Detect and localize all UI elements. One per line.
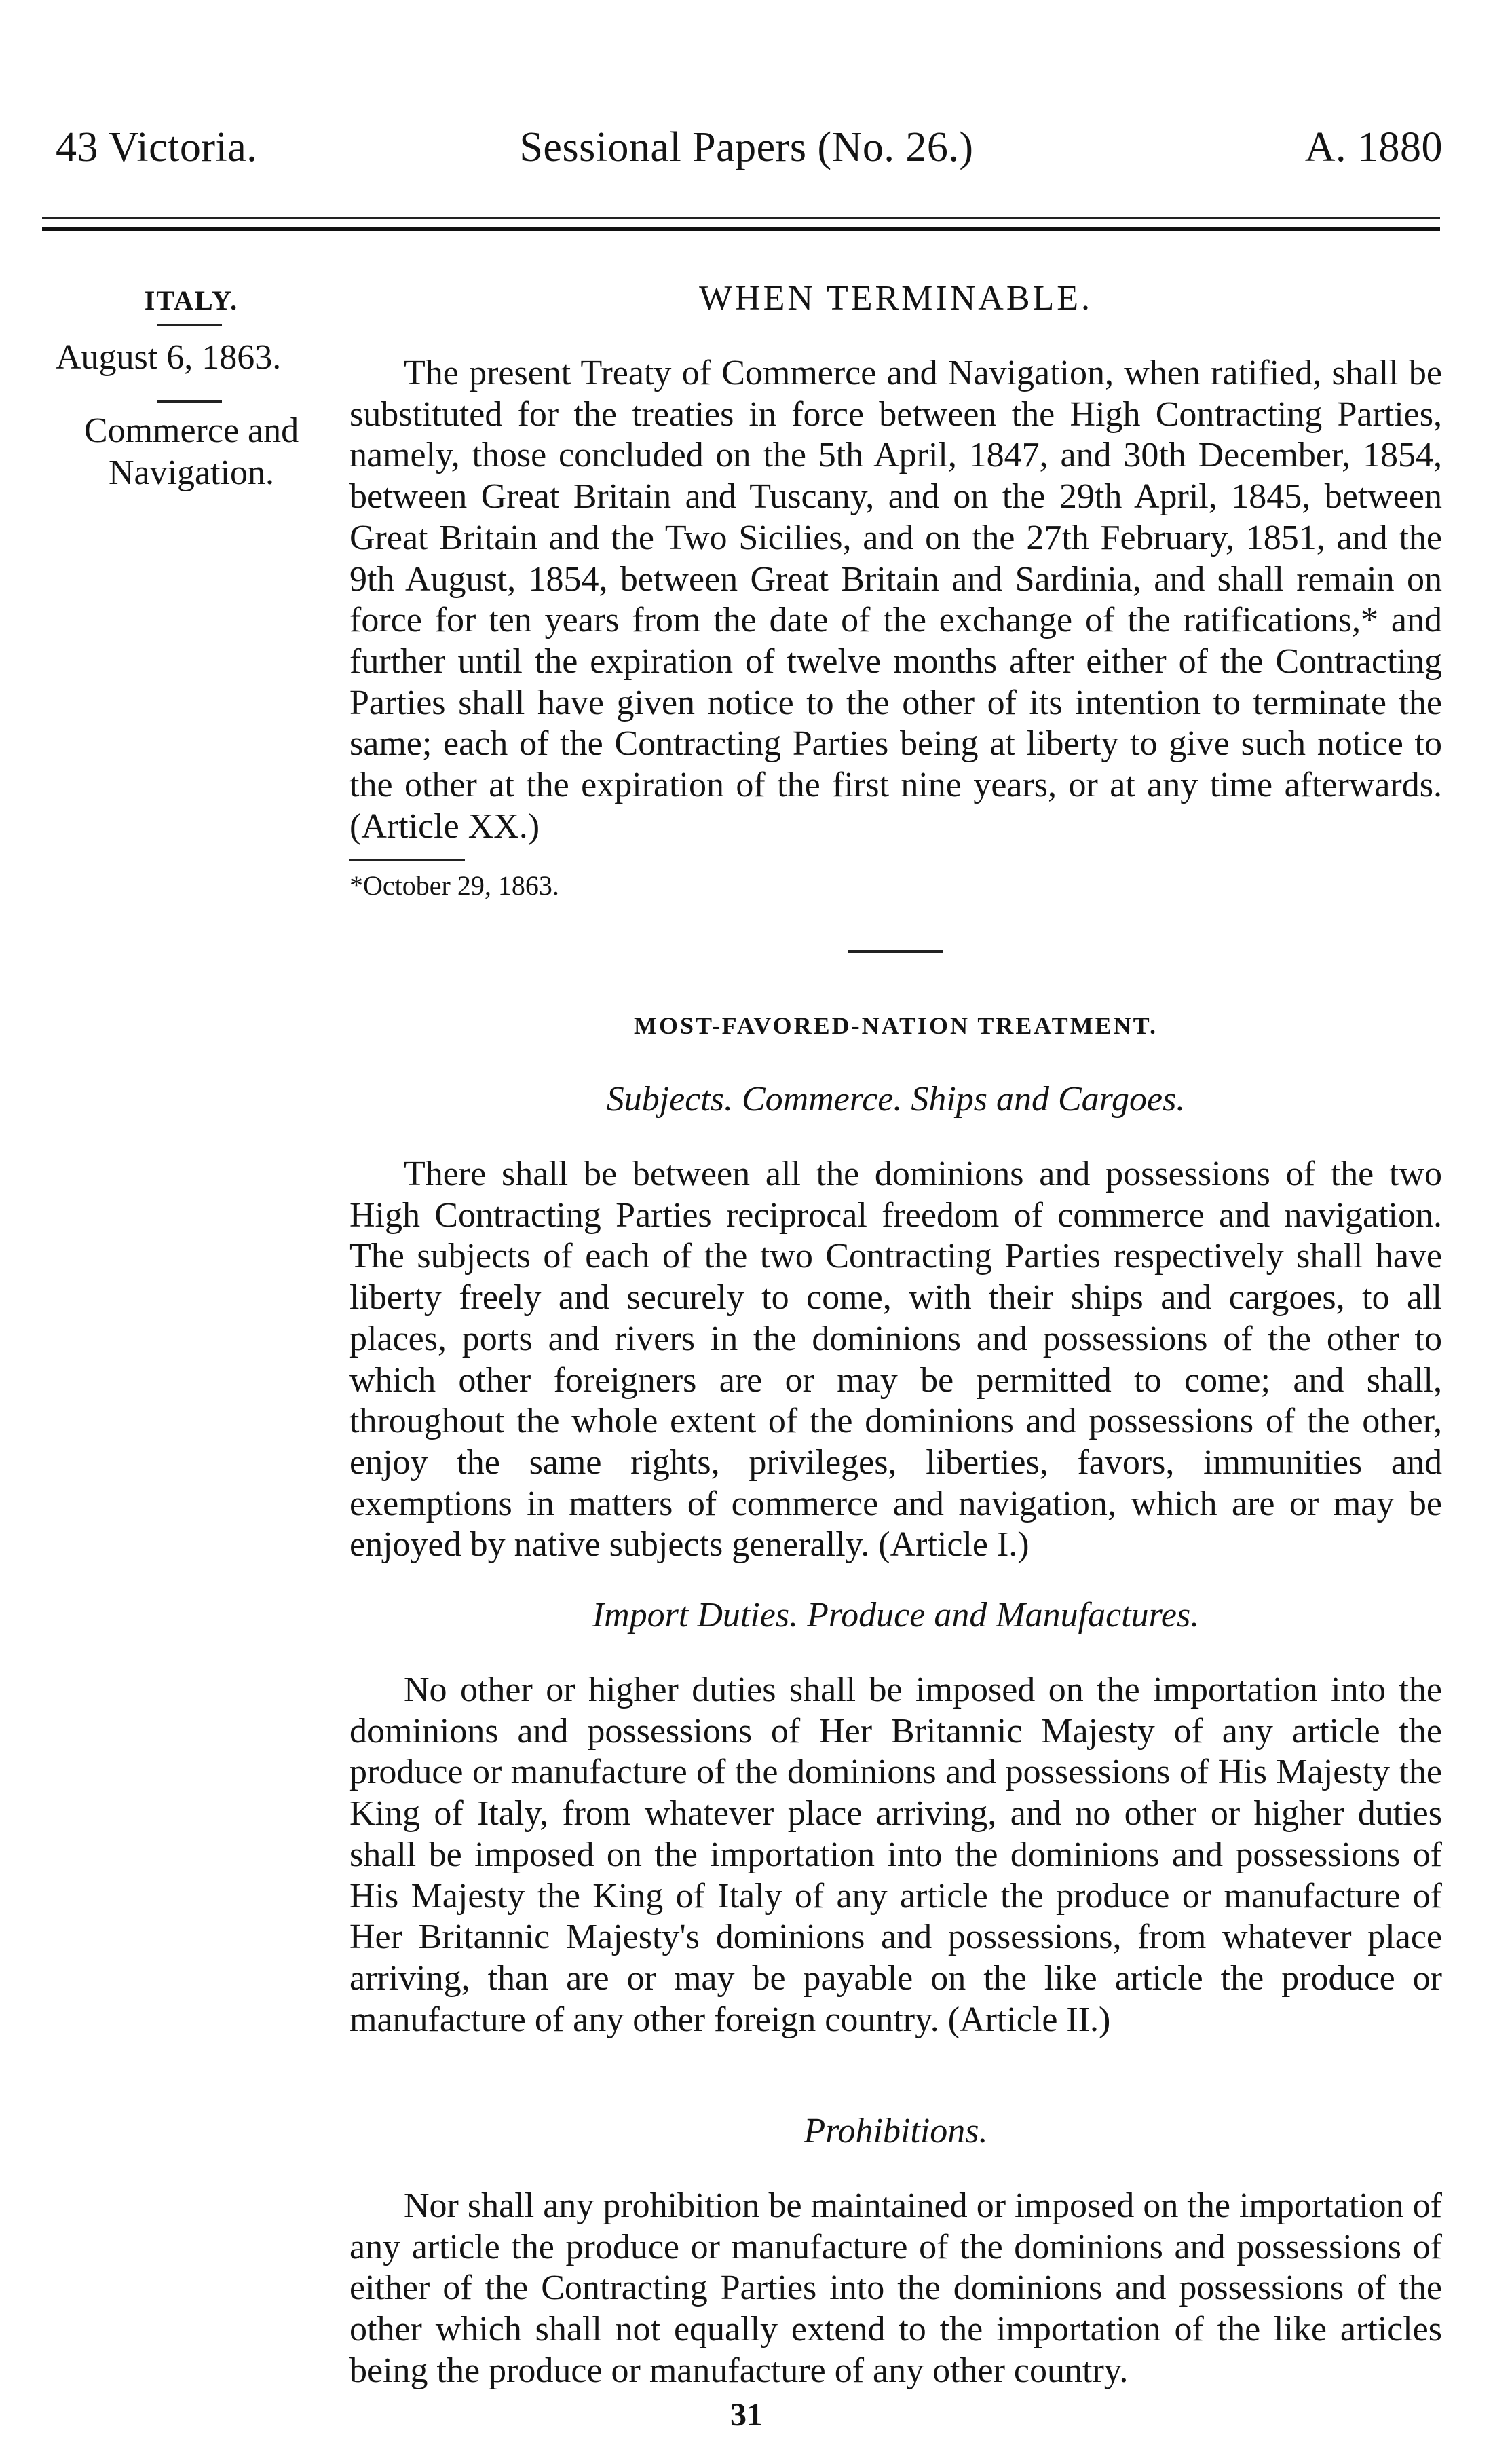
paragraph-article-2: No other or higher duties shall be imposed on the importation into the dominions and possessions of Her Britannic Majesty of any article the produce or manufacture of the dominions and possessions of His Majesty the King of Italy, from whatever place arriving, and no other or higher duties shall be imposed on the importation into the dominions and possessions of His Majesty the King of Italy of any article the produce or manufacture of Her Britannic Majesty's dominions and possessions, from whatever place arriving, than are or may be payable on the like article the produce or manufacture of any other foreign country. (Article II.) — [349, 1670, 1442, 2039]
paragraph-prohibitions: Nor shall any prohibition be maintained or imposed on the importation of any article the produce or manufacture of the dominions and possessions of either of the Contracting Parties into the dominions and possessions of the other which shall not equally extend to the importation of the like articles being the produce or manufacture of any other country. — [349, 2186, 1442, 2390]
sidenote-rule — [157, 324, 222, 326]
section-title-most-favored: MOST-FAVORED-NATION TREATMENT. — [633, 1012, 1158, 1039]
sidenote-rule — [157, 400, 222, 403]
subheading-import-duties: Import Duties. Produce and Manufactures. — [592, 1596, 1200, 1635]
section-title-when-terminable: WHEN TERMINABLE. — [698, 279, 1093, 318]
header-title: Sessional Papers (No. 26.) — [519, 124, 974, 170]
header-session: 43 Victoria. — [56, 124, 258, 170]
header-rule-thick — [42, 227, 1440, 231]
header-series: A. 1880 — [1304, 124, 1443, 170]
paragraph-article-1: There shall be between all the dominions and possessions of the two High Contracting Parties reciprocal freedom of commerce and navigation. The subjects of each of the two Contracting Parties respectively shall have liberty freely and securely to come, with their ships and cargoes, to all places, ports and rivers in the dominions and possessions of the other to which other foreigners are or may be permitted to come; and shall, throughout the whole extent of the dominions and possessions of the other, enjoy the same rights, privileges, liberties, favors, immunities and exemptions in matters of commerce and navigation, which are or may be enjoyed by native subjects generally. (Article I.) — [349, 1155, 1442, 1565]
sidenote-date: August 6, 1863. — [56, 338, 282, 377]
footnote-rule — [349, 859, 465, 861]
section-divider — [848, 950, 943, 953]
subheading-prohibitions: Prohibitions. — [804, 2112, 988, 2150]
sidenote-subject: Commerce and Navigation. — [83, 411, 299, 492]
paragraph-when-terminable: The present Treaty of Commerce and Navigation, when ratified, shall be substituted for the treaties in force between the High Contracting Parties, namely, those concluded on the 5th April, 1847, and 30th December, 1854, between Great Britain and Tuscany, and on the 29th April, 1845, between Great Britain and the Two Sicilies, and on the 27th February, 1851, and the 9th August, 1854, between Great Britain and Sardinia, and shall remain on force for ten years from the date of the exchange of the ratifications,* and further until the expiration of twelve months after either of the Contracting Parties shall have given notice to the other of its intention to terminate the same; each of the Contracting Parties being at liberty to give such notice to the other at the expiration of the first nine years, or at any time afterwards. (Article XX.) — [349, 354, 1442, 846]
header-rule-thin — [42, 217, 1440, 219]
subheading-subjects-commerce: Subjects. Commerce. Ships and Cargoes. — [606, 1080, 1186, 1119]
footnote: *October 29, 1863. — [349, 870, 559, 901]
sidenote-country: ITALY. — [144, 285, 239, 316]
page-number: 31 — [730, 2397, 763, 2433]
